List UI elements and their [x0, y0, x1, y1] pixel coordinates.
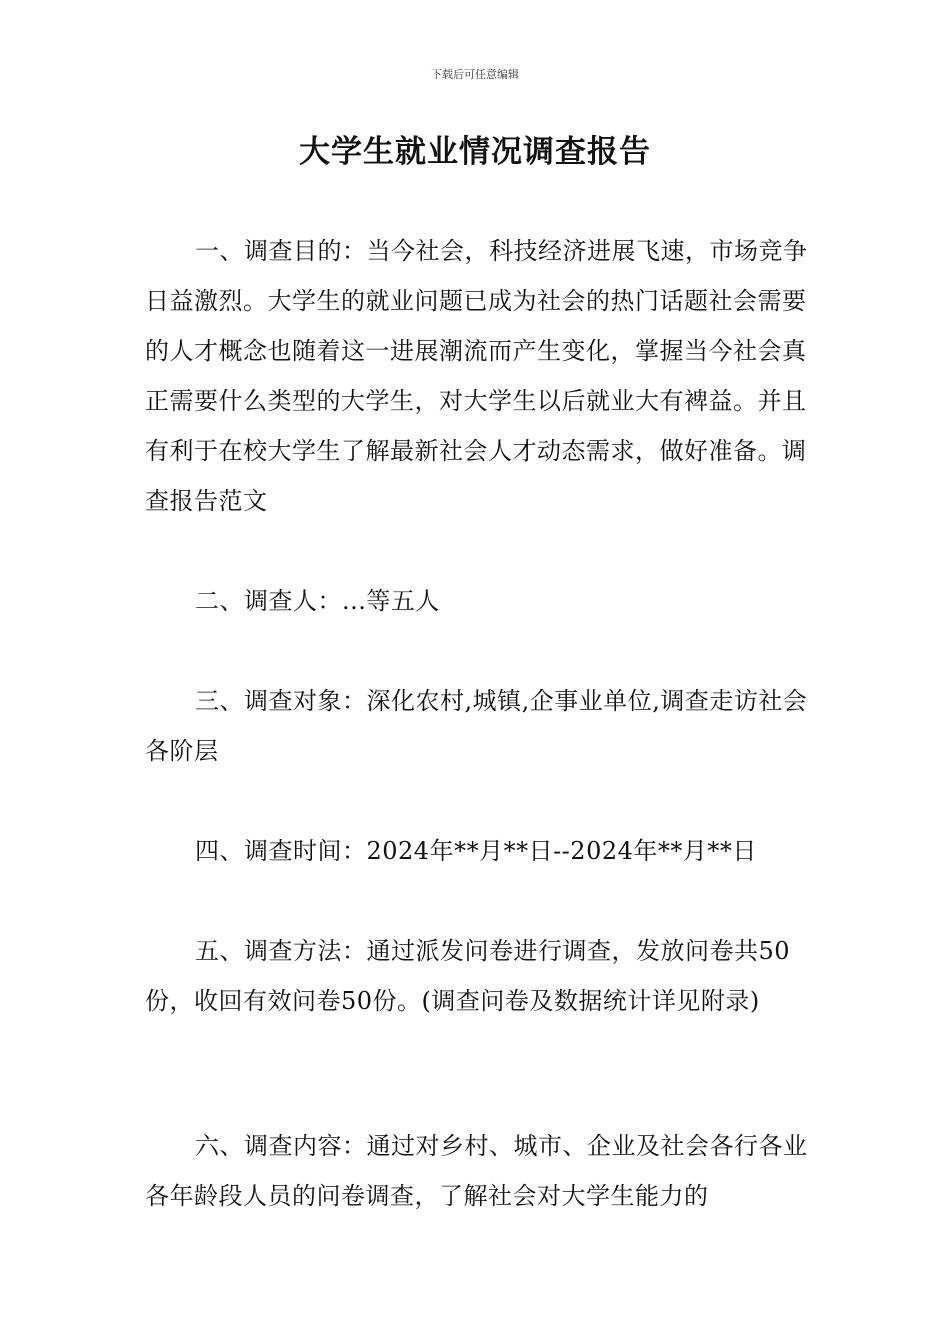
paragraph-subjects: 三、调查对象：深化农村,城镇,企事业单位,调查走访社会各阶层: [145, 687, 808, 765]
paragraph-content: 六、调查内容：通过对乡村、城市、企业及社会各行各业各年龄段人员的问卷调查，了解社会对大学生能力的: [145, 1132, 808, 1210]
paragraph-method: 五、调查方法：通过派发问卷进行调查，发放问卷共50份，收回有效问卷50份。(调查问卷及数据统计详见附录): [145, 937, 791, 1015]
paragraph-investigators: 二、调查人：...等五人: [195, 587, 440, 615]
paragraph-time: 四、调查时间：2024年**月**日--2024年**月**日: [195, 837, 757, 865]
paragraph-purpose: 一、调查目的：当今社会，科技经济进展飞速，市场竞争日益激烈。大学生的就业问题已成为社会的热门话题社会需要的人才概念也随着这一进展潮流而产生变化，掌握当今社会真正需要什么类型的大学生，对大学生以后就业大有裨益。并且有利于在校大学生了解最新社会人才动态需求，做好准备。调查报告范文: [145, 237, 808, 515]
header-note: 下载后可任意编辑: [431, 68, 519, 81]
document-title: 大学生就业情况调查报告: [299, 134, 651, 170]
